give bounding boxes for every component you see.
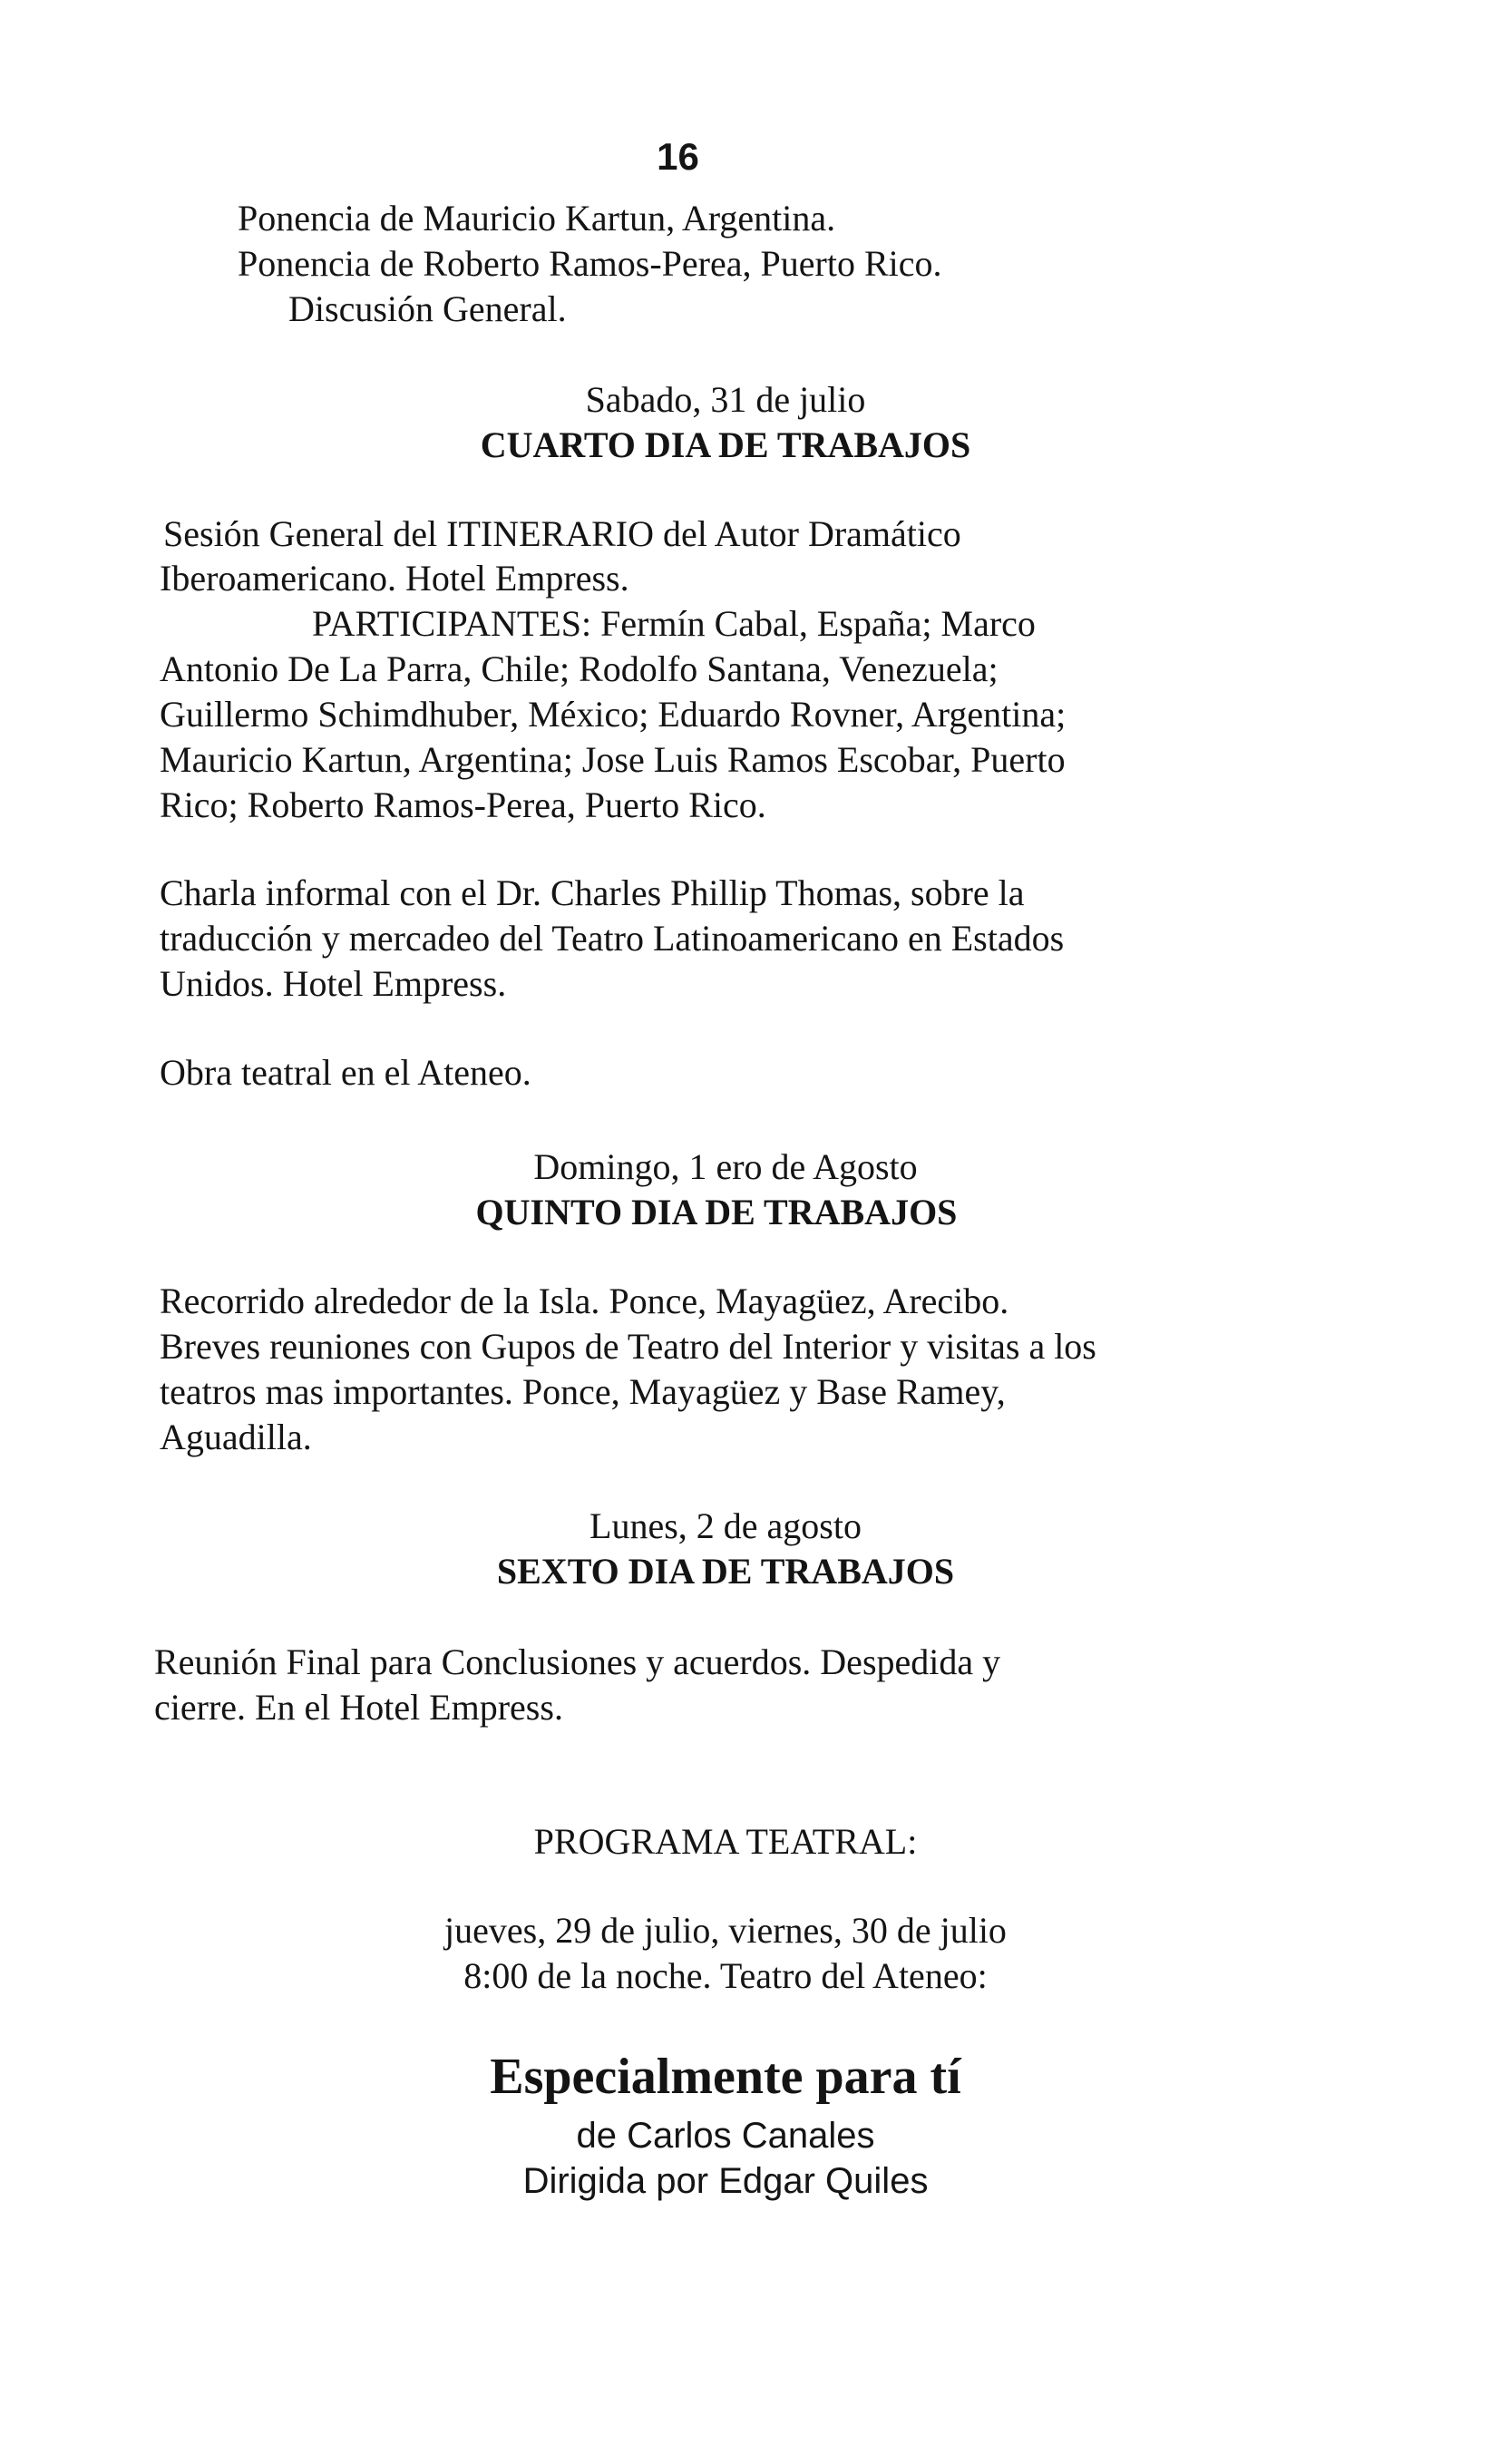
play-author: de Carlos Canales [576,2116,875,2156]
play-title: Especialmente para tí [490,2049,961,2105]
program-time-place: 8:00 de la noche. Teatro del Ateneo: [463,1955,988,1996]
intro-line-3: Discusión General. [288,288,567,329]
day5-heading: QUINTO DIA DE TRABAJOS [475,1192,958,1232]
day6-body-line-2: cierre. En el Hotel Empress. [154,1687,563,1728]
day5-body-line-4: Aguadilla. [160,1417,312,1457]
page-number: 16 [657,135,699,178]
day4-participants-line-4: Mauricio Kartun, Argentina; Jose Luis Ramos Escobar, Puerto [160,739,1066,780]
day6-heading: SEXTO DIA DE TRABAJOS [496,1551,955,1592]
day4-participants-line-1: PARTICIPANTES: Fermín Cabal, España; Marco [312,603,1036,644]
day5-body-line-1: Recorrido alrededor de la Isla. Ponce, Mayagüez, Arecibo. [160,1281,1009,1321]
day4-play: Obra teatral en el Ateneo. [160,1052,531,1093]
day4-participants-line-3: Guillermo Schimdhuber, México; Eduardo Rovner, Argentina; [160,694,1067,735]
play-director: Dirigida por Edgar Quiles [522,2161,929,2201]
day4-session-line-1: Sesión General del ITINERARIO del Autor Dramático [163,513,961,554]
day4-participants-line-2: Antonio De La Parra, Chile; Rodolfo Santana, Venezuela; [160,648,999,689]
day5-body-line-3: teatros mas importantes. Ponce, Mayagüez y Base Ramey, [160,1371,1006,1412]
day6-date: Lunes, 2 de agosto [589,1505,862,1546]
program-heading: PROGRAMA TEATRAL: [533,1821,918,1862]
day4-date: Sabado, 31 de julio [585,379,866,420]
intro-line-1: Ponencia de Mauricio Kartun, Argentina. [238,198,836,239]
day4-participants-line-5: Rico; Roberto Ramos-Perea, Puerto Rico. [160,784,766,825]
day6-body-line-1: Reunión Final para Conclusiones y acuerdos. Despedida y [154,1641,1001,1682]
day5-body-line-2: Breves reuniones con Gupos de Teatro del Interior y visitas a los [160,1326,1096,1367]
day4-session-line-2: Iberoamericano. Hotel Empress. [160,558,629,599]
day4-talk-line-1: Charla informal con el Dr. Charles Phillip Thomas, sobre la [160,872,1025,913]
day4-talk-line-3: Unidos. Hotel Empress. [160,963,507,1004]
day4-talk-line-2: traducción y mercadeo del Teatro Latinoamericano en Estados [160,918,1065,959]
intro-line-2: Ponencia de Roberto Ramos-Perea, Puerto Rico. [238,243,942,284]
program-dates: jueves, 29 de julio, viernes, 30 de julio [444,1910,1007,1951]
day4-heading: CUARTO DIA DE TRABAJOS [480,424,971,465]
day5-date: Domingo, 1 ero de Agosto [533,1146,918,1187]
